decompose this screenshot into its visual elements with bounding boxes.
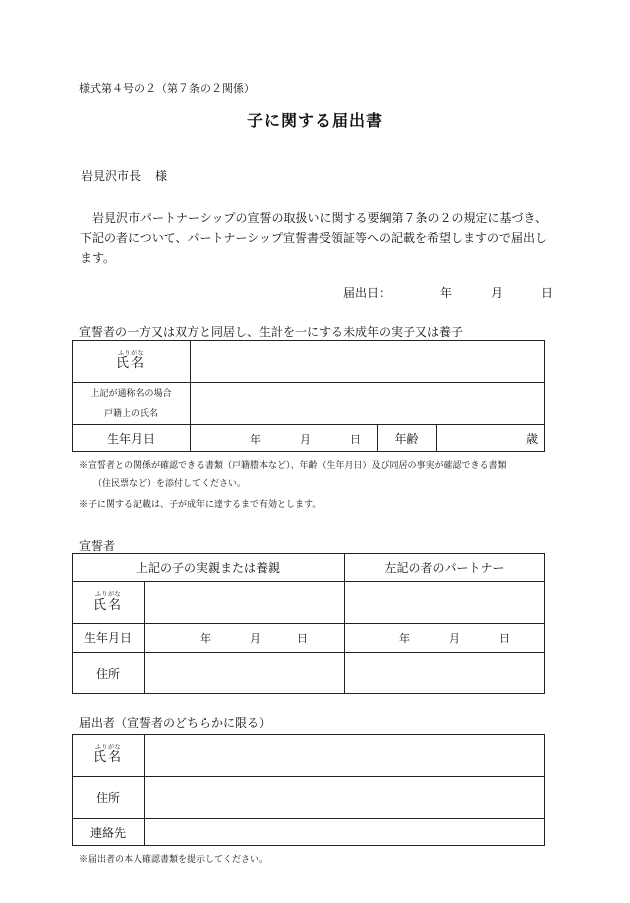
submitter-note: ※届出者の本人確認書類を提示してください。 (79, 855, 269, 865)
month-label: 月 (300, 432, 311, 446)
child-name-field[interactable] (191, 341, 544, 382)
child-alias-label (72, 383, 190, 424)
parent-address-field[interactable] (145, 653, 344, 693)
declarant-section-heading: 宣誓者 (79, 539, 116, 553)
declarant-address-label: 住所 (95, 666, 120, 681)
year-label: 年 (200, 632, 211, 645)
year-label: 年 (399, 632, 410, 645)
child-name-label (72, 340, 190, 382)
name-label: 氏名 (92, 750, 123, 766)
addressee (81, 167, 167, 184)
submission-month-field[interactable]: 月 (491, 286, 504, 300)
submitter-section-heading: 届出者（宣誓者のどちらかに限る） (79, 716, 272, 730)
day-label: 日 (297, 632, 308, 645)
partner-column-header: 左記の者のパートナー (384, 560, 505, 575)
parent-name-field[interactable] (145, 582, 344, 623)
age-unit: 歳 (525, 432, 538, 446)
partner-birth-date-field[interactable] (345, 624, 544, 652)
name-label: 氏名 (92, 597, 123, 613)
child-age-label: 年齢 (394, 431, 419, 446)
addressee-honorific: 様 (155, 169, 168, 183)
parent-column-header: 上記の子の実親または養親 (135, 560, 280, 575)
child-section-heading: 宣誓者の一方又は双方と同居し、生計を一にする未成年の実子又は養子 (79, 325, 464, 339)
child-registered-name-field[interactable] (191, 383, 544, 424)
declarant-name-label (72, 582, 144, 623)
month-label: 月 (250, 632, 261, 645)
partner-address-field[interactable] (345, 653, 544, 693)
submission-day-field[interactable]: 日 (541, 286, 554, 300)
submitter-contact-field[interactable] (145, 819, 544, 845)
submission-year-field[interactable]: 年 (440, 286, 453, 300)
furigana-label: ふりがな (94, 743, 121, 751)
child-birth-label: 生年月日 (106, 431, 155, 446)
partner-name-field[interactable] (345, 582, 544, 623)
child-note-documents-cont: （住民票など）を添付してください。 (93, 479, 247, 489)
submitter-name-label (72, 734, 144, 776)
submitter-address-label: 住所 (95, 790, 120, 805)
parent-birth-date-field[interactable] (145, 624, 344, 652)
submitter-address-field[interactable] (145, 777, 544, 818)
furigana-label: ふりがな (94, 591, 121, 599)
declarant-birth-label: 生年月日 (83, 631, 132, 645)
furigana-label: ふりがな (117, 349, 144, 357)
form-number: 様式第４号の２（第７条の２関係） (79, 82, 255, 95)
month-label: 月 (449, 632, 460, 645)
body-text: 岩見沢市パートナーシップの宣誓の取扱いに関する要綱第７条の２の規定に基づき、下記の者について、パートナーシップ宣誓書受領証等への記載を希望しますので届出します。 (80, 211, 548, 265)
alias-label-line2: 戸籍上の氏名 (103, 408, 158, 419)
name-label: 氏名 (115, 356, 146, 372)
page-title: 子に関する届出書 (246, 111, 383, 130)
year-label: 年 (250, 432, 261, 446)
submitter-name-field[interactable] (145, 735, 544, 776)
child-note-documents: ※宣誓者との関係が確認できる書類（戸籍謄本など）、年齢（生年月日）及び同居の事実が確認できる書類 (79, 461, 507, 471)
alias-label-line1: 上記が通称名の場合 (90, 388, 172, 399)
child-note-validity: ※子に関する記載は、子が成年に達するまで有効とします。 (79, 500, 322, 510)
addressee-name: 岩見沢市長 (81, 169, 142, 183)
day-label: 日 (499, 632, 510, 645)
submission-date-label: 届出日： (343, 286, 392, 300)
submitter-contact-label: 連絡先 (89, 825, 126, 840)
day-label: 日 (350, 432, 361, 446)
child-birth-date-field[interactable] (191, 425, 377, 452)
child-age-field[interactable] (437, 425, 544, 452)
